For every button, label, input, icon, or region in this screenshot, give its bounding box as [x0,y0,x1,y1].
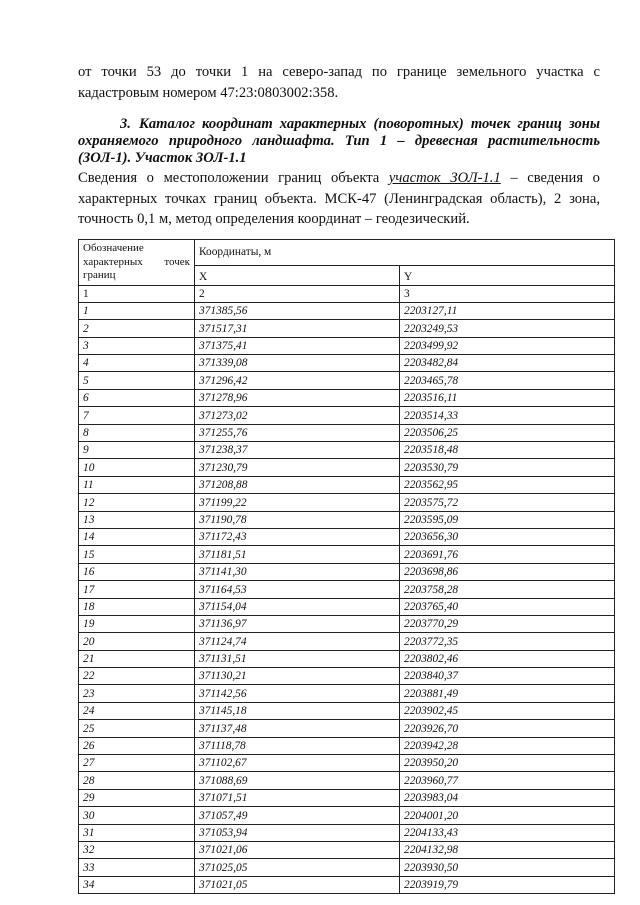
point-number-cell: 18 [79,598,195,615]
y-coordinate-cell: 2203656,30 [400,528,615,545]
y-coordinate-cell: 2203465,78 [400,372,615,389]
table-row [79,650,615,667]
point-number-cell: 4 [79,355,195,372]
table-row [79,772,615,789]
table-row [79,476,615,493]
point-number-cell: 13 [79,511,195,528]
y-coordinate-cell: 2203772,35 [400,633,615,650]
x-coordinate-cell: 371118,78 [195,737,400,754]
point-number-cell: 11 [79,476,195,493]
x-coordinate-cell: 371154,04 [195,598,400,615]
x-coordinate-cell: 371230,79 [195,459,400,476]
table-row [79,789,615,806]
point-number-cell: 2 [79,320,195,337]
point-number-cell: 17 [79,581,195,598]
x-coordinate-cell: 371102,67 [195,755,400,772]
y-coordinate-cell: 2203758,28 [400,581,615,598]
table-row [79,511,615,528]
point-number-cell: 31 [79,824,195,841]
x-coordinate-cell: 371238,37 [195,442,400,459]
table-row [79,633,615,650]
y-coordinate-cell: 2203770,29 [400,615,615,632]
point-number-cell: 6 [79,389,195,406]
header-x: X [195,265,400,285]
x-coordinate-cell: 371385,56 [195,302,400,319]
y-coordinate-cell: 2203691,76 [400,546,615,563]
x-coordinate-cell: 371208,88 [195,476,400,493]
x-coordinate-cell: 371141,30 [195,563,400,580]
object-name: участок ЗОЛ-1.1 [388,170,501,186]
point-number-cell: 21 [79,650,195,667]
table-row [79,581,615,598]
point-number-cell: 7 [79,407,195,424]
table-row [79,563,615,580]
table-row [79,459,615,476]
x-coordinate-cell: 371181,51 [195,546,400,563]
table-row [79,320,615,337]
y-coordinate-cell: 2203506,25 [400,424,615,441]
index-cell: 3 [400,285,615,302]
point-number-cell: 26 [79,737,195,754]
y-coordinate-cell: 2203518,48 [400,442,615,459]
table-row [79,424,615,441]
x-coordinate-cell: 371053,94 [195,824,400,841]
y-coordinate-cell: 2203926,70 [400,720,615,737]
table-row [79,685,615,702]
y-coordinate-cell: 2203960,77 [400,772,615,789]
y-coordinate-cell: 2203930,50 [400,859,615,876]
table-row [79,876,615,893]
table-row [79,615,615,632]
y-coordinate-cell: 2203802,46 [400,650,615,667]
x-coordinate-cell: 371273,02 [195,407,400,424]
point-number-cell: 16 [79,563,195,580]
point-number-cell: 28 [79,772,195,789]
point-number-cell: 34 [79,876,195,893]
y-coordinate-cell: 2203127,11 [400,302,615,319]
info-prefix: Сведения о местоположении границ объекта [78,170,389,186]
header-y: Y [400,265,615,285]
point-number-cell: 23 [79,685,195,702]
table-row [79,372,615,389]
table-row [79,546,615,563]
y-coordinate-cell: 2203530,79 [400,459,615,476]
table-row [79,755,615,772]
y-coordinate-cell: 2203562,95 [400,476,615,493]
point-number-cell: 14 [79,528,195,545]
point-number-cell: 22 [79,668,195,685]
index-cell: 1 [79,285,195,302]
table-row [79,355,615,372]
section-number: 3. [120,116,131,132]
info-paragraph [78,168,600,230]
x-coordinate-cell: 371088,69 [195,772,400,789]
x-coordinate-cell: 371057,49 [195,807,400,824]
table-row [79,842,615,859]
point-number-cell: 12 [79,494,195,511]
point-number-cell: 1 [79,302,195,319]
x-coordinate-cell: 371190,78 [195,511,400,528]
y-coordinate-cell: 2204132,98 [400,842,615,859]
x-coordinate-cell: 371339,08 [195,355,400,372]
index-cell: 2 [195,285,400,302]
table-row [79,407,615,424]
table-row [79,337,615,354]
x-coordinate-cell: 371255,76 [195,424,400,441]
point-number-cell: 19 [79,615,195,632]
table-row [79,442,615,459]
x-coordinate-cell: 371199,22 [195,494,400,511]
point-number-cell: 8 [79,424,195,441]
x-coordinate-cell: 371130,21 [195,668,400,685]
y-coordinate-cell: 2203902,45 [400,702,615,719]
x-coordinate-cell: 371137,48 [195,720,400,737]
y-coordinate-cell: 2203840,37 [400,668,615,685]
x-coordinate-cell: 371278,96 [195,389,400,406]
y-coordinate-cell: 2203919,79 [400,876,615,893]
table-row [79,737,615,754]
point-number-cell: 15 [79,546,195,563]
point-number-cell: 29 [79,789,195,806]
table-row [79,494,615,511]
section-heading [78,116,600,166]
x-coordinate-cell: 371517,31 [195,320,400,337]
y-coordinate-cell: 2203516,11 [400,389,615,406]
table-row [79,720,615,737]
x-coordinate-cell: 371124,74 [195,633,400,650]
table-index-row [79,285,615,302]
table-row [79,702,615,719]
y-coordinate-cell: 2203514,33 [400,407,615,424]
y-coordinate-cell: 2203881,49 [400,685,615,702]
y-coordinate-cell: 2203950,20 [400,755,615,772]
section-title: Каталог координат характерных (поворотных) точек границ зоны охраняемого природного ландшафта. Тип 1 – древесная растительность (ЗОЛ-1). Участок ЗОЛ-1.1 [78,116,600,166]
table-row [79,824,615,841]
x-coordinate-cell: 371071,51 [195,789,400,806]
x-coordinate-cell: 371145,18 [195,702,400,719]
y-coordinate-cell: 2203482,84 [400,355,615,372]
x-coordinate-cell: 371021,06 [195,842,400,859]
info-suffix: – сведения о характерных точках границ объекта. МСК-47 (Ленинградская область), 2 зона, точность 0,1 м, метод определения координат – геодезический. [78,170,600,227]
table-row [79,389,615,406]
point-number-cell: 25 [79,720,195,737]
point-number-cell: 10 [79,459,195,476]
y-coordinate-cell: 2203942,28 [400,737,615,754]
y-coordinate-cell: 2203983,04 [400,789,615,806]
table-row [79,668,615,685]
point-number-cell: 30 [79,807,195,824]
table-row [79,807,615,824]
table-row [79,302,615,319]
point-number-cell: 3 [79,337,195,354]
x-coordinate-cell: 371375,41 [195,337,400,354]
point-number-cell: 9 [79,442,195,459]
header-designation: Обозначение характерных точек границ [79,240,195,286]
intro-paragraph: от точки 53 до точки 1 на северо-запад по границе земельного участка с кадастровым номером 47:23:0803002:358. [78,64,600,101]
x-coordinate-cell: 371021,05 [195,876,400,893]
x-coordinate-cell: 371131,51 [195,650,400,667]
coordinates-table [78,239,615,894]
point-number-cell: 20 [79,633,195,650]
x-coordinate-cell: 371172,43 [195,528,400,545]
point-number-cell: 33 [79,859,195,876]
x-coordinate-cell: 371164,53 [195,581,400,598]
table-header-row [79,240,615,266]
y-coordinate-cell: 2203765,40 [400,598,615,615]
table-row [79,859,615,876]
point-number-cell: 24 [79,702,195,719]
point-number-cell: 27 [79,755,195,772]
header-coordinates: Координаты, м [195,240,615,266]
y-coordinate-cell: 2203499,92 [400,337,615,354]
x-coordinate-cell: 371142,56 [195,685,400,702]
y-coordinate-cell: 2203249,53 [400,320,615,337]
table-row [79,598,615,615]
x-coordinate-cell: 371296,42 [195,372,400,389]
point-number-cell: 32 [79,842,195,859]
y-coordinate-cell: 2204001,20 [400,807,615,824]
x-coordinate-cell: 371025,05 [195,859,400,876]
y-coordinate-cell: 2203698,86 [400,563,615,580]
table-row [79,528,615,545]
x-coordinate-cell: 371136,97 [195,615,400,632]
y-coordinate-cell: 2203595,09 [400,511,615,528]
point-number-cell: 5 [79,372,195,389]
y-coordinate-cell: 2204133,43 [400,824,615,841]
y-coordinate-cell: 2203575,72 [400,494,615,511]
